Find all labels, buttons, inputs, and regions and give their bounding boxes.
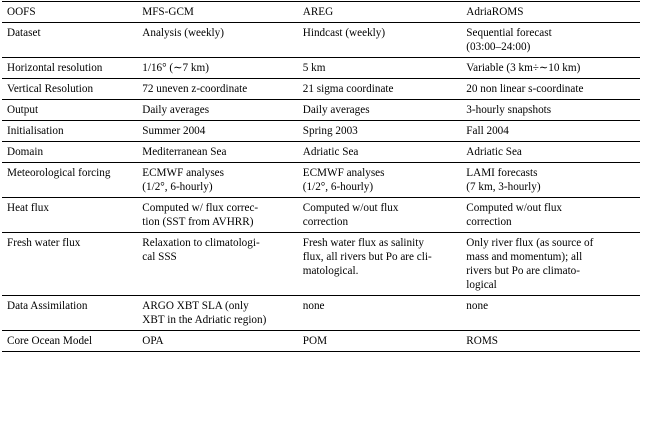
table-row xyxy=(2,142,640,163)
table-row xyxy=(2,79,640,100)
cell-text-line: Computed w/ flux correc- xyxy=(142,202,259,214)
table-cell xyxy=(461,163,640,198)
cell-text-line: 72 uneven z-coordinate xyxy=(142,83,248,95)
table-cell xyxy=(137,121,298,142)
cell-text-line: flux, all rivers but Po are cli- xyxy=(302,251,432,263)
cell-text-line: ECMWF analyses xyxy=(302,167,385,179)
cell-text-line: Adriatic Sea xyxy=(466,146,522,158)
cell-text-line: Mediterranean Sea xyxy=(142,146,227,158)
cell-text-line: Sequential forecast xyxy=(466,27,552,39)
table-cell xyxy=(298,121,462,142)
table-row xyxy=(2,121,640,142)
table-cell xyxy=(298,100,462,121)
table-cell xyxy=(298,296,462,331)
table-cell xyxy=(137,163,298,198)
cell-text-line: 1/16° (∼7 km) xyxy=(142,62,209,74)
row-label: Horizontal resolution xyxy=(2,58,137,79)
table-row xyxy=(2,100,640,121)
table-row xyxy=(2,58,640,79)
table-cell xyxy=(137,23,298,58)
cell-text-line: Daily averages xyxy=(302,104,370,116)
table-cell xyxy=(137,100,298,121)
cell-text-line: Only river flux (as source of xyxy=(466,237,594,249)
cell-text-line: logical xyxy=(466,279,497,291)
table-cell xyxy=(461,100,640,121)
table-cell xyxy=(461,23,640,58)
cell-text-line: (03:00–24:00) xyxy=(466,41,531,53)
table-cell xyxy=(461,79,640,100)
table-cell xyxy=(298,163,462,198)
header-cell-areg: AREG xyxy=(298,2,462,23)
header-cell-mfs-gcm: MFS-GCM xyxy=(137,2,298,23)
table-header-row xyxy=(2,2,640,23)
cell-text-line: XBT in the Adriatic region) xyxy=(142,314,267,326)
row-label: Domain xyxy=(2,142,137,163)
cell-text-line: Fall 2004 xyxy=(466,125,509,137)
row-label: Heat flux xyxy=(2,198,137,233)
table-row xyxy=(2,233,640,296)
table-cell xyxy=(461,58,640,79)
table-cell xyxy=(137,233,298,296)
cell-text-line: ARGO XBT SLA (only xyxy=(142,300,249,312)
row-label: Core Ocean Model xyxy=(2,331,137,352)
cell-text-line: OPA xyxy=(142,335,164,347)
cell-text-line: Relaxation to climatologi- xyxy=(142,237,260,249)
cell-text-line: Daily averages xyxy=(142,104,210,116)
row-label: Vertical Resolution xyxy=(2,79,137,100)
cell-text-line: Adriatic Sea xyxy=(302,146,359,158)
table-row xyxy=(2,331,640,352)
row-label: Meteorological forcing xyxy=(2,163,137,198)
cell-text-line: tion (SST from AVHRR) xyxy=(142,216,254,228)
table-body xyxy=(2,2,640,352)
cell-text-line: correction xyxy=(466,216,512,228)
table-cell xyxy=(461,198,640,233)
table-row xyxy=(2,198,640,233)
cell-text-line: Summer 2004 xyxy=(142,125,206,137)
cell-text-line: (1/2°, 6-hourly) xyxy=(142,181,213,193)
table-cell xyxy=(461,233,640,296)
table-cell xyxy=(298,79,462,100)
cell-text-line: none xyxy=(466,300,489,312)
row-label: Output xyxy=(2,100,137,121)
row-label: Fresh water flux xyxy=(2,233,137,296)
cell-text-line: none xyxy=(302,300,325,312)
table-cell xyxy=(298,23,462,58)
table-cell xyxy=(298,142,462,163)
cell-text-line: 21 sigma coordinate xyxy=(302,83,394,95)
table-cell xyxy=(461,142,640,163)
cell-text-line: Spring 2003 xyxy=(302,125,358,137)
cell-text-line: matological. xyxy=(302,265,359,277)
cell-text-line: POM xyxy=(302,335,328,347)
cell-text-line: (7 km, 3-hourly) xyxy=(466,181,541,193)
table-cell xyxy=(298,58,462,79)
cell-text-line: Hindcast (weekly) xyxy=(302,27,386,39)
table-cell xyxy=(298,198,462,233)
cell-text-line: 20 non linear s-coordinate xyxy=(466,83,584,95)
row-label: Dataset xyxy=(2,23,137,58)
table-row xyxy=(2,163,640,198)
header-cell-oofs: OOFS xyxy=(2,2,137,23)
cell-text-line: LAMI forecasts xyxy=(466,167,538,179)
cell-text-line: mass and momentum); all xyxy=(466,251,583,263)
table-cell xyxy=(298,331,462,352)
cell-text-line: 5 km xyxy=(302,62,326,74)
cell-text-line: 3-hourly snapshots xyxy=(466,104,552,116)
row-label: Data Assimilation xyxy=(2,296,137,331)
model-comparison-table xyxy=(2,1,640,352)
cell-text-line: Computed w/out flux xyxy=(466,202,563,214)
table-cell xyxy=(137,58,298,79)
table-cell xyxy=(137,296,298,331)
table-row xyxy=(2,296,640,331)
cell-text-line: Analysis (weekly) xyxy=(142,27,224,39)
cell-text-line: (1/2°, 6-hourly) xyxy=(302,181,374,193)
header-cell-adriaroms: AdriaROMS xyxy=(461,2,640,23)
cell-text-line: ECMWF analyses xyxy=(142,167,224,179)
cell-text-line: correction xyxy=(302,216,349,228)
table-cell xyxy=(461,121,640,142)
table-cell xyxy=(137,198,298,233)
cell-text-line: ROMS xyxy=(466,335,499,347)
table-cell xyxy=(461,331,640,352)
table-cell xyxy=(298,233,462,296)
cell-text-line: cal SSS xyxy=(142,251,177,263)
table-cell xyxy=(137,79,298,100)
table-row xyxy=(2,23,640,58)
cell-text-line: Variable (3 km÷∼10 km) xyxy=(466,62,581,74)
cell-text-line: Computed w/out flux xyxy=(302,202,399,214)
row-label: Initialisation xyxy=(2,121,137,142)
table-cell xyxy=(461,296,640,331)
cell-text-line: rivers but Po are climato- xyxy=(466,265,581,277)
cell-text-line: Fresh water flux as salinity xyxy=(302,237,424,249)
table-cell xyxy=(137,331,298,352)
table-cell xyxy=(137,142,298,163)
